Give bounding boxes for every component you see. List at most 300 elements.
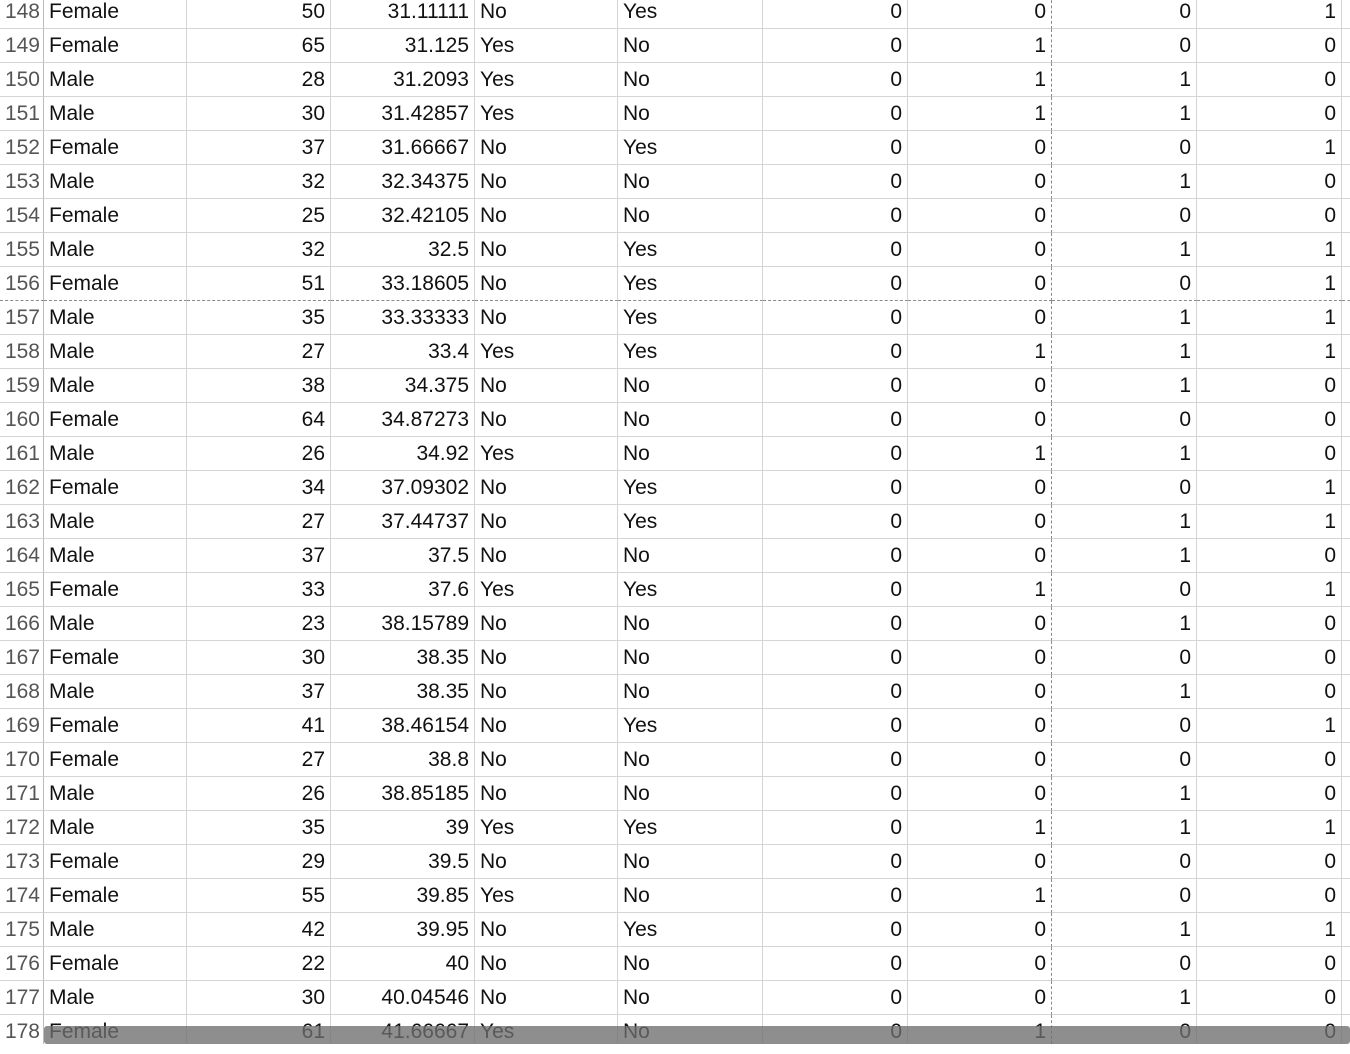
cell-flag-4[interactable]: 1 bbox=[1197, 131, 1342, 165]
cell-empty[interactable] bbox=[1342, 131, 1350, 165]
cell-empty[interactable] bbox=[1342, 403, 1350, 437]
cell-age[interactable]: 32 bbox=[187, 233, 331, 267]
cell-flag-4[interactable]: 0 bbox=[1197, 437, 1342, 471]
cell-flag-1[interactable]: 0 bbox=[763, 641, 908, 675]
cell-flag-1[interactable]: 0 bbox=[763, 63, 908, 97]
cell-empty[interactable] bbox=[1342, 607, 1350, 641]
cell-flag-4[interactable]: 0 bbox=[1197, 29, 1342, 63]
row-header[interactable]: 169 bbox=[0, 709, 44, 743]
cell-yes-no-2[interactable]: No bbox=[618, 675, 763, 709]
cell-yes-no-2[interactable]: Yes bbox=[618, 131, 763, 165]
cell-flag-3[interactable]: 1 bbox=[1052, 233, 1197, 267]
cell-flag-1[interactable]: 0 bbox=[763, 335, 908, 369]
cell-flag-3[interactable]: 1 bbox=[1052, 165, 1197, 199]
cell-gender[interactable]: Female bbox=[44, 641, 187, 675]
cell-age[interactable]: 64 bbox=[187, 403, 331, 437]
cell-yes-no-1[interactable]: Yes bbox=[475, 811, 618, 845]
cell-yes-no-2[interactable]: Yes bbox=[618, 335, 763, 369]
cell-flag-4[interactable]: 0 bbox=[1197, 165, 1342, 199]
cell-flag-4[interactable]: 0 bbox=[1197, 97, 1342, 131]
cell-flag-2[interactable]: 0 bbox=[908, 947, 1052, 981]
cell-flag-1[interactable]: 0 bbox=[763, 811, 908, 845]
cell-value[interactable]: 38.8 bbox=[331, 743, 475, 777]
cell-yes-no-1[interactable]: No bbox=[475, 709, 618, 743]
cell-flag-2[interactable]: 1 bbox=[908, 97, 1052, 131]
cell-age[interactable]: 23 bbox=[187, 607, 331, 641]
cell-value[interactable]: 37.09302 bbox=[331, 471, 475, 505]
cell-flag-4[interactable]: 0 bbox=[1197, 199, 1342, 233]
cell-flag-2[interactable]: 0 bbox=[908, 641, 1052, 675]
cell-flag-4[interactable]: 0 bbox=[1197, 641, 1342, 675]
cell-yes-no-1[interactable]: No bbox=[475, 743, 618, 777]
cell-flag-3[interactable]: 0 bbox=[1052, 29, 1197, 63]
cell-age[interactable]: 29 bbox=[187, 845, 331, 879]
cell-yes-no-2[interactable]: No bbox=[618, 165, 763, 199]
cell-yes-no-1[interactable]: No bbox=[475, 267, 618, 301]
cell-empty[interactable] bbox=[1342, 267, 1350, 301]
cell-yes-no-2[interactable]: No bbox=[618, 981, 763, 1015]
cell-yes-no-2[interactable]: No bbox=[618, 63, 763, 97]
cell-value[interactable]: 31.11111 bbox=[331, 0, 475, 29]
cell-flag-4[interactable]: 1 bbox=[1197, 811, 1342, 845]
cell-age[interactable]: 38 bbox=[187, 369, 331, 403]
row-header[interactable]: 158 bbox=[0, 335, 44, 369]
cell-gender[interactable]: Male bbox=[44, 335, 187, 369]
cell-flag-3[interactable]: 1 bbox=[1052, 335, 1197, 369]
cell-gender[interactable]: Female bbox=[44, 879, 187, 913]
cell-flag-4[interactable]: 0 bbox=[1197, 675, 1342, 709]
cell-age[interactable]: 55 bbox=[187, 879, 331, 913]
row-header[interactable]: 157 bbox=[0, 301, 44, 335]
cell-flag-2[interactable]: 1 bbox=[908, 63, 1052, 97]
cell-yes-no-1[interactable]: Yes bbox=[475, 573, 618, 607]
cell-yes-no-2[interactable]: Yes bbox=[618, 267, 763, 301]
cell-yes-no-1[interactable]: No bbox=[475, 913, 618, 947]
cell-gender[interactable]: Female bbox=[44, 0, 187, 29]
row-header[interactable]: 155 bbox=[0, 233, 44, 267]
row-header[interactable]: 172 bbox=[0, 811, 44, 845]
cell-flag-4[interactable]: 1 bbox=[1197, 233, 1342, 267]
cell-flag-3[interactable]: 0 bbox=[1052, 199, 1197, 233]
cell-value[interactable]: 31.2093 bbox=[331, 63, 475, 97]
cell-yes-no-1[interactable]: No bbox=[475, 539, 618, 573]
cell-flag-2[interactable]: 1 bbox=[908, 811, 1052, 845]
cell-age[interactable]: 34 bbox=[187, 471, 331, 505]
cell-gender[interactable]: Male bbox=[44, 301, 187, 335]
row-header[interactable]: 160 bbox=[0, 403, 44, 437]
cell-flag-3[interactable]: 1 bbox=[1052, 607, 1197, 641]
cell-flag-2[interactable]: 0 bbox=[908, 403, 1052, 437]
cell-flag-1[interactable]: 0 bbox=[763, 471, 908, 505]
cell-yes-no-2[interactable]: Yes bbox=[618, 301, 763, 335]
cell-flag-2[interactable]: 1 bbox=[908, 437, 1052, 471]
cell-value[interactable]: 31.42857 bbox=[331, 97, 475, 131]
cell-gender[interactable]: Female bbox=[44, 743, 187, 777]
cell-yes-no-2[interactable]: No bbox=[618, 845, 763, 879]
cell-yes-no-1[interactable]: No bbox=[475, 403, 618, 437]
cell-flag-2[interactable]: 0 bbox=[908, 0, 1052, 29]
cell-flag-2[interactable]: 0 bbox=[908, 199, 1052, 233]
cell-empty[interactable] bbox=[1342, 437, 1350, 471]
cell-flag-2[interactable]: 0 bbox=[908, 539, 1052, 573]
cell-flag-2[interactable]: 1 bbox=[908, 335, 1052, 369]
cell-flag-1[interactable]: 0 bbox=[763, 97, 908, 131]
cell-empty[interactable] bbox=[1342, 165, 1350, 199]
cell-flag-1[interactable]: 0 bbox=[763, 403, 908, 437]
cell-flag-2[interactable]: 0 bbox=[908, 471, 1052, 505]
row-header[interactable]: 167 bbox=[0, 641, 44, 675]
row-header[interactable]: 163 bbox=[0, 505, 44, 539]
cell-gender[interactable]: Male bbox=[44, 505, 187, 539]
cell-flag-3[interactable]: 0 bbox=[1052, 743, 1197, 777]
row-header[interactable]: 162 bbox=[0, 471, 44, 505]
cell-flag-4[interactable]: 1 bbox=[1197, 267, 1342, 301]
cell-flag-4[interactable]: 0 bbox=[1197, 539, 1342, 573]
cell-yes-no-1[interactable]: No bbox=[475, 845, 618, 879]
cell-yes-no-2[interactable]: No bbox=[618, 777, 763, 811]
horizontal-scrollbar[interactable] bbox=[44, 1026, 1350, 1044]
cell-flag-4[interactable]: 0 bbox=[1197, 845, 1342, 879]
cell-flag-4[interactable]: 1 bbox=[1197, 0, 1342, 29]
cell-empty[interactable] bbox=[1342, 539, 1350, 573]
cell-value[interactable]: 37.6 bbox=[331, 573, 475, 607]
cell-gender[interactable]: Male bbox=[44, 913, 187, 947]
row-header[interactable]: 175 bbox=[0, 913, 44, 947]
cell-age[interactable]: 37 bbox=[187, 539, 331, 573]
cell-flag-1[interactable]: 0 bbox=[763, 0, 908, 29]
cell-flag-1[interactable]: 0 bbox=[763, 573, 908, 607]
cell-flag-4[interactable]: 1 bbox=[1197, 573, 1342, 607]
cell-age[interactable]: 65 bbox=[187, 29, 331, 63]
cell-yes-no-2[interactable]: Yes bbox=[618, 709, 763, 743]
cell-empty[interactable] bbox=[1342, 0, 1350, 29]
cell-value[interactable]: 38.35 bbox=[331, 641, 475, 675]
cell-flag-3[interactable]: 1 bbox=[1052, 63, 1197, 97]
cell-gender[interactable]: Male bbox=[44, 539, 187, 573]
cell-age[interactable]: 37 bbox=[187, 675, 331, 709]
cell-flag-4[interactable]: 0 bbox=[1197, 607, 1342, 641]
cell-flag-3[interactable]: 0 bbox=[1052, 0, 1197, 29]
row-header[interactable]: 151 bbox=[0, 97, 44, 131]
cell-flag-1[interactable]: 0 bbox=[763, 947, 908, 981]
cell-flag-3[interactable]: 1 bbox=[1052, 539, 1197, 573]
row-header[interactable]: 174 bbox=[0, 879, 44, 913]
cell-value[interactable]: 32.42105 bbox=[331, 199, 475, 233]
cell-yes-no-2[interactable]: Yes bbox=[618, 471, 763, 505]
cell-flag-3[interactable]: 0 bbox=[1052, 131, 1197, 165]
cell-yes-no-1[interactable]: No bbox=[475, 981, 618, 1015]
cell-value[interactable]: 33.33333 bbox=[331, 301, 475, 335]
cell-empty[interactable] bbox=[1342, 641, 1350, 675]
cell-age[interactable]: 27 bbox=[187, 505, 331, 539]
cell-value[interactable]: 34.87273 bbox=[331, 403, 475, 437]
cell-gender[interactable]: Male bbox=[44, 165, 187, 199]
cell-flag-3[interactable]: 0 bbox=[1052, 471, 1197, 505]
cell-age[interactable]: 25 bbox=[187, 199, 331, 233]
cell-value[interactable]: 40 bbox=[331, 947, 475, 981]
row-header[interactable]: 164 bbox=[0, 539, 44, 573]
cell-age[interactable]: 27 bbox=[187, 335, 331, 369]
cell-empty[interactable] bbox=[1342, 505, 1350, 539]
cell-age[interactable]: 32 bbox=[187, 165, 331, 199]
cell-value[interactable]: 39.85 bbox=[331, 879, 475, 913]
cell-empty[interactable] bbox=[1342, 675, 1350, 709]
cell-empty[interactable] bbox=[1342, 63, 1350, 97]
cell-flag-1[interactable]: 0 bbox=[763, 913, 908, 947]
cell-age[interactable]: 28 bbox=[187, 63, 331, 97]
cell-gender[interactable]: Male bbox=[44, 233, 187, 267]
cell-flag-4[interactable]: 0 bbox=[1197, 403, 1342, 437]
row-header[interactable]: 154 bbox=[0, 199, 44, 233]
row-header[interactable]: 178 bbox=[0, 1015, 44, 1049]
cell-flag-4[interactable]: 0 bbox=[1197, 981, 1342, 1015]
cell-flag-1[interactable]: 0 bbox=[763, 709, 908, 743]
cell-value[interactable]: 34.92 bbox=[331, 437, 475, 471]
cell-flag-1[interactable]: 0 bbox=[763, 539, 908, 573]
cell-flag-1[interactable]: 0 bbox=[763, 845, 908, 879]
cell-yes-no-2[interactable]: No bbox=[618, 947, 763, 981]
cell-value[interactable]: 33.4 bbox=[331, 335, 475, 369]
cell-yes-no-2[interactable]: No bbox=[618, 29, 763, 63]
cell-gender[interactable]: Female bbox=[44, 845, 187, 879]
cell-flag-3[interactable]: 1 bbox=[1052, 777, 1197, 811]
row-header[interactable]: 149 bbox=[0, 29, 44, 63]
cell-flag-1[interactable]: 0 bbox=[763, 29, 908, 63]
cell-flag-4[interactable]: 1 bbox=[1197, 709, 1342, 743]
cell-yes-no-1[interactable]: No bbox=[475, 641, 618, 675]
row-header[interactable]: 168 bbox=[0, 675, 44, 709]
cell-flag-2[interactable]: 0 bbox=[908, 743, 1052, 777]
cell-gender[interactable]: Male bbox=[44, 369, 187, 403]
cell-gender[interactable]: Male bbox=[44, 981, 187, 1015]
cell-flag-1[interactable]: 0 bbox=[763, 777, 908, 811]
cell-flag-2[interactable]: 0 bbox=[908, 301, 1052, 335]
cell-flag-2[interactable]: 0 bbox=[908, 777, 1052, 811]
row-header[interactable]: 173 bbox=[0, 845, 44, 879]
cell-empty[interactable] bbox=[1342, 233, 1350, 267]
cell-age[interactable]: 26 bbox=[187, 777, 331, 811]
cell-empty[interactable] bbox=[1342, 981, 1350, 1015]
cell-gender[interactable]: Male bbox=[44, 777, 187, 811]
row-header[interactable]: 152 bbox=[0, 131, 44, 165]
cell-empty[interactable] bbox=[1342, 301, 1350, 335]
cell-age[interactable]: 41 bbox=[187, 709, 331, 743]
cell-age[interactable]: 35 bbox=[187, 811, 331, 845]
cell-flag-3[interactable]: 0 bbox=[1052, 267, 1197, 301]
cell-gender[interactable]: Male bbox=[44, 437, 187, 471]
cell-flag-3[interactable]: 0 bbox=[1052, 947, 1197, 981]
cell-gender[interactable]: Male bbox=[44, 97, 187, 131]
cell-flag-2[interactable]: 0 bbox=[908, 505, 1052, 539]
cell-gender[interactable]: Male bbox=[44, 675, 187, 709]
cell-empty[interactable] bbox=[1342, 199, 1350, 233]
cell-empty[interactable] bbox=[1342, 811, 1350, 845]
cell-yes-no-1[interactable]: Yes bbox=[475, 29, 618, 63]
cell-flag-4[interactable]: 0 bbox=[1197, 63, 1342, 97]
cell-flag-4[interactable]: 1 bbox=[1197, 335, 1342, 369]
cell-flag-2[interactable]: 0 bbox=[908, 369, 1052, 403]
row-header[interactable]: 153 bbox=[0, 165, 44, 199]
cell-flag-2[interactable]: 1 bbox=[908, 29, 1052, 63]
cell-yes-no-1[interactable]: Yes bbox=[475, 63, 618, 97]
cell-flag-1[interactable]: 0 bbox=[763, 437, 908, 471]
cell-flag-2[interactable]: 0 bbox=[908, 131, 1052, 165]
cell-flag-1[interactable]: 0 bbox=[763, 607, 908, 641]
cell-yes-no-1[interactable]: No bbox=[475, 471, 618, 505]
cell-yes-no-2[interactable]: Yes bbox=[618, 505, 763, 539]
cell-flag-2[interactable]: 0 bbox=[908, 675, 1052, 709]
cell-value[interactable]: 38.35 bbox=[331, 675, 475, 709]
cell-yes-no-1[interactable]: Yes bbox=[475, 437, 618, 471]
cell-empty[interactable] bbox=[1342, 743, 1350, 777]
cell-flag-1[interactable]: 0 bbox=[763, 233, 908, 267]
row-header[interactable]: 171 bbox=[0, 777, 44, 811]
cell-age[interactable]: 27 bbox=[187, 743, 331, 777]
cell-flag-4[interactable]: 1 bbox=[1197, 913, 1342, 947]
cell-flag-3[interactable]: 1 bbox=[1052, 301, 1197, 335]
cell-value[interactable]: 32.34375 bbox=[331, 165, 475, 199]
cell-yes-no-2[interactable]: Yes bbox=[618, 573, 763, 607]
cell-yes-no-1[interactable]: No bbox=[475, 607, 618, 641]
cell-flag-1[interactable]: 0 bbox=[763, 981, 908, 1015]
cell-yes-no-1[interactable]: Yes bbox=[475, 97, 618, 131]
cell-gender[interactable]: Female bbox=[44, 471, 187, 505]
cell-flag-3[interactable]: 0 bbox=[1052, 845, 1197, 879]
cell-empty[interactable] bbox=[1342, 29, 1350, 63]
cell-flag-3[interactable]: 1 bbox=[1052, 981, 1197, 1015]
cell-flag-1[interactable]: 0 bbox=[763, 199, 908, 233]
cell-yes-no-2[interactable]: Yes bbox=[618, 913, 763, 947]
cell-gender[interactable]: Female bbox=[44, 573, 187, 607]
cell-yes-no-1[interactable]: No bbox=[475, 675, 618, 709]
cell-empty[interactable] bbox=[1342, 709, 1350, 743]
cell-gender[interactable]: Female bbox=[44, 131, 187, 165]
cell-yes-no-2[interactable]: No bbox=[618, 97, 763, 131]
cell-value[interactable]: 39.95 bbox=[331, 913, 475, 947]
cell-age[interactable]: 50 bbox=[187, 0, 331, 29]
cell-empty[interactable] bbox=[1342, 879, 1350, 913]
cell-gender[interactable]: Male bbox=[44, 811, 187, 845]
cell-empty[interactable] bbox=[1342, 369, 1350, 403]
cell-flag-2[interactable]: 0 bbox=[908, 233, 1052, 267]
cell-flag-1[interactable]: 0 bbox=[763, 131, 908, 165]
cell-gender[interactable]: Female bbox=[44, 709, 187, 743]
cell-gender[interactable]: Female bbox=[44, 29, 187, 63]
cell-flag-3[interactable]: 1 bbox=[1052, 913, 1197, 947]
cell-value[interactable]: 39.5 bbox=[331, 845, 475, 879]
cell-value[interactable]: 37.44737 bbox=[331, 505, 475, 539]
cell-yes-no-1[interactable]: No bbox=[475, 505, 618, 539]
cell-value[interactable]: 33.18605 bbox=[331, 267, 475, 301]
cell-gender[interactable]: Male bbox=[44, 63, 187, 97]
cell-yes-no-2[interactable]: No bbox=[618, 369, 763, 403]
cell-age[interactable]: 42 bbox=[187, 913, 331, 947]
cell-flag-1[interactable]: 0 bbox=[763, 369, 908, 403]
cell-yes-no-1[interactable]: No bbox=[475, 233, 618, 267]
cell-yes-no-1[interactable]: No bbox=[475, 777, 618, 811]
cell-flag-4[interactable]: 1 bbox=[1197, 505, 1342, 539]
cell-yes-no-2[interactable]: No bbox=[618, 641, 763, 675]
row-header[interactable]: 166 bbox=[0, 607, 44, 641]
cell-value[interactable]: 31.125 bbox=[331, 29, 475, 63]
cell-empty[interactable] bbox=[1342, 573, 1350, 607]
row-header[interactable]: 165 bbox=[0, 573, 44, 607]
cell-value[interactable]: 37.5 bbox=[331, 539, 475, 573]
cell-flag-4[interactable]: 0 bbox=[1197, 777, 1342, 811]
row-header[interactable]: 150 bbox=[0, 63, 44, 97]
cell-yes-no-2[interactable]: No bbox=[618, 199, 763, 233]
cell-flag-3[interactable]: 1 bbox=[1052, 505, 1197, 539]
cell-yes-no-1[interactable]: No bbox=[475, 301, 618, 335]
cell-flag-3[interactable]: 0 bbox=[1052, 403, 1197, 437]
cell-empty[interactable] bbox=[1342, 845, 1350, 879]
cell-flag-4[interactable]: 0 bbox=[1197, 947, 1342, 981]
cell-value[interactable]: 38.85185 bbox=[331, 777, 475, 811]
row-header[interactable]: 170 bbox=[0, 743, 44, 777]
cell-value[interactable]: 39 bbox=[331, 811, 475, 845]
cell-yes-no-1[interactable]: No bbox=[475, 0, 618, 29]
cell-flag-4[interactable]: 1 bbox=[1197, 301, 1342, 335]
cell-age[interactable]: 30 bbox=[187, 641, 331, 675]
cell-flag-4[interactable]: 1 bbox=[1197, 471, 1342, 505]
cell-age[interactable]: 51 bbox=[187, 267, 331, 301]
cell-flag-2[interactable]: 1 bbox=[908, 573, 1052, 607]
cell-flag-4[interactable]: 0 bbox=[1197, 879, 1342, 913]
cell-value[interactable]: 31.66667 bbox=[331, 131, 475, 165]
cell-flag-4[interactable]: 0 bbox=[1197, 743, 1342, 777]
cell-yes-no-2[interactable]: No bbox=[618, 437, 763, 471]
cell-value[interactable]: 32.5 bbox=[331, 233, 475, 267]
row-header[interactable]: 176 bbox=[0, 947, 44, 981]
cell-gender[interactable]: Female bbox=[44, 947, 187, 981]
cell-age[interactable]: 30 bbox=[187, 97, 331, 131]
cell-flag-1[interactable]: 0 bbox=[763, 165, 908, 199]
cell-flag-2[interactable]: 0 bbox=[908, 165, 1052, 199]
cell-flag-1[interactable]: 0 bbox=[763, 301, 908, 335]
row-header[interactable]: 159 bbox=[0, 369, 44, 403]
cell-age[interactable]: 22 bbox=[187, 947, 331, 981]
cell-gender[interactable]: Female bbox=[44, 403, 187, 437]
cell-flag-1[interactable]: 0 bbox=[763, 267, 908, 301]
cell-age[interactable]: 35 bbox=[187, 301, 331, 335]
cell-flag-2[interactable]: 1 bbox=[908, 879, 1052, 913]
cell-age[interactable]: 37 bbox=[187, 131, 331, 165]
cell-yes-no-1[interactable]: No bbox=[475, 199, 618, 233]
cell-flag-3[interactable]: 0 bbox=[1052, 573, 1197, 607]
cell-yes-no-1[interactable]: No bbox=[475, 947, 618, 981]
cell-flag-1[interactable]: 0 bbox=[763, 505, 908, 539]
cell-flag-3[interactable]: 1 bbox=[1052, 369, 1197, 403]
cell-yes-no-2[interactable]: Yes bbox=[618, 0, 763, 29]
cell-flag-3[interactable]: 1 bbox=[1052, 437, 1197, 471]
cell-yes-no-2[interactable]: No bbox=[618, 607, 763, 641]
cell-yes-no-2[interactable]: No bbox=[618, 879, 763, 913]
row-header[interactable]: 177 bbox=[0, 981, 44, 1015]
row-header[interactable]: 148 bbox=[0, 0, 44, 29]
cell-flag-2[interactable]: 0 bbox=[908, 267, 1052, 301]
cell-yes-no-2[interactable]: No bbox=[618, 743, 763, 777]
cell-flag-4[interactable]: 0 bbox=[1197, 369, 1342, 403]
cell-flag-1[interactable]: 0 bbox=[763, 743, 908, 777]
cell-flag-3[interactable]: 0 bbox=[1052, 879, 1197, 913]
cell-empty[interactable] bbox=[1342, 947, 1350, 981]
cell-flag-3[interactable]: 1 bbox=[1052, 97, 1197, 131]
cell-flag-3[interactable]: 1 bbox=[1052, 811, 1197, 845]
cell-yes-no-1[interactable]: No bbox=[475, 131, 618, 165]
cell-value[interactable]: 34.375 bbox=[331, 369, 475, 403]
cell-age[interactable]: 33 bbox=[187, 573, 331, 607]
cell-flag-2[interactable]: 0 bbox=[908, 845, 1052, 879]
